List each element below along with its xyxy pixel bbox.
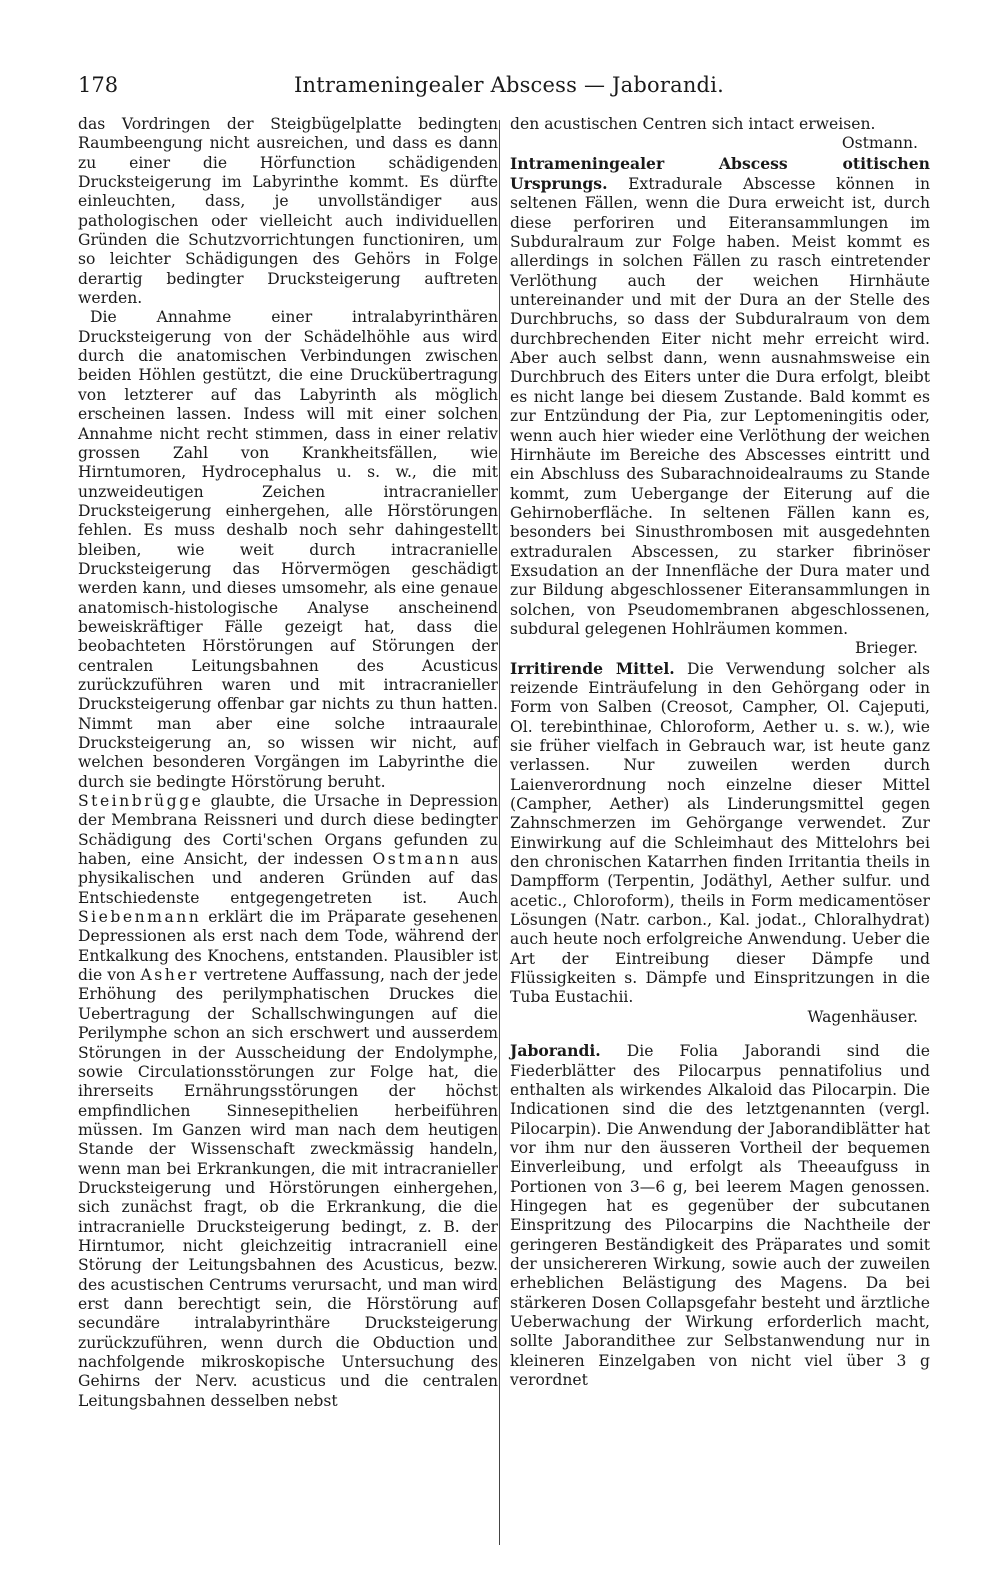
entry-title: Irritirende Mittel.	[510, 658, 675, 678]
entry-irritirende-mittel	[510, 659, 930, 1008]
paragraph-drucksteigerung: das Vordringen der Steigbügelplatte bedingten Raumbeengung nicht ausreichen, und dass es dann zu einer die Hörfunction schädigenden Drucksteigerung im Labyrinthe kommt. Es dürfte einleuchten, dass, je unvollständiger aus pathologischen oder vielleicht auch individuellen Gründen die Schutzvorrichtungen functioniren, um so leichter Schädigungen des Gehörs in Folge derartig bedingter Drucksteigerung auftreten werden.	[78, 115, 498, 308]
paragraph-continuation: den acustischen Centren sich intact erweisen.	[510, 115, 876, 133]
page-number: 178	[78, 73, 119, 97]
paragraph-annahme: Die Annahme einer intralabyrinthären Drucksteigerung von der Schädelhöhle aus wird durch die anatomischen Verbindungen zwischen beiden Höhlen gestützt, die eine Druckübertragung von letzterer auf das Labyrinth als möglich erscheinen lassen. Indess will mit einer solchen Annahme nicht recht stimmen, dass in einer relativ grossen Zahl von Krankheitsfällen, wie Hirntumoren, Hydrocephalus u. s. w., die mit unzweideutigen Zeichen intracranieller Drucksteigerung einhergehen, alle Hörstörungen fehlen. Es muss deshalb noch sehr dahingestellt bleiben, wie weit durch intracranielle Drucksteigerung das Hörvermögen geschädigt werden kann, und dieses umsomehr, als eine genaue anatomisch-histologische Analyse anscheinend beweiskräftiger Fälle gezeigt hat, dass die beobachteten Hörstörungen auf Störungen der centralen Leitungsbahnen des Acusticus zurückzuführen waren und mit intracranieller Drucksteigerung offenbar gar nichts zu thun hatten. Nimmt man aber eine solche intraaurale Drucksteigerung an, so wissen wir nicht, auf welchen besonderen Vorgängen im Labyrinthe die durch sie bedingte Hörstörung beruht.	[78, 308, 498, 791]
text-run: vertretene Auffassung, nach der jede Erhöhung des perilymphatischen Druckes die Uebertragung der Schallschwingungen auf die Perilymphe schon an sich erschwert und ausserdem Störungen in der Ausscheidung der Endolymphe, sowie Circulationsstörungen zur Folge hat, die ihrerseits Ernährungsstörungen der höchst empfindlichen Sinnesepithelien herbeiführen müssen. Im Ganzen wird man nach dem heutigen Stande der Wissenschaft zweckmässig handeln, wenn man bei Erkrankungen, die mit intracranieller Drucksteigerung und Hörstörungen einhergehen, sich zunächst fragt, ob die Erkrankung, die die intracranielle Drucksteigerung bedingt, z. B. der Hirntumor, nicht gleichzeitig intracraniell eine Störung der Leitungsbahnen des Acusticus, bezw. des acustischen Centrums verursacht, und man wird erst dann berechtigt sein, die Hörstörung auf secundäre intralabyrinthäre Drucksteigerung zurückzuführen, wenn durch die Obduction und nachfolgende mikroskopische Untersuchung des Gehirns der Nerv. acusticus und die centralen Leitungsbahnen desselben nebst	[78, 966, 498, 1410]
author-signature: Ostmann.	[841, 134, 918, 153]
entry-spacer	[510, 1027, 930, 1041]
entry-jaborandi	[510, 1041, 930, 1390]
text-run: erklärt die im Präparate gesehenen Depressionen als erst nach dem Tode, während der Entkalkung des Knochens, entstanden. Plausibler ist die von	[78, 908, 498, 985]
entry-intrameningealer-abscess	[510, 154, 930, 640]
entry-title: Jaborandi.	[510, 1041, 601, 1061]
entry-title: Intrameningealer Abscess otitischen Ursprungs.	[510, 153, 930, 194]
right-column	[510, 115, 930, 1390]
entry-text: Extradurale Abscesse können in seltenen Fällen, wenn die Dura erweicht ist, durch diese perforiren und Eiteransammlungen im Subduralraum zur Folge haben. Meist kommt es allerdings in solchen Fällen zu rasch eintretender Verlöthung auch der weichen Hirnhäute untereinander und mit der Dura an der Stelle des Durchbruchs, so dass der Subduralraum von dem durchbrechenden Eiter nicht mehr erreicht wird. Aber auch selbst dann, wenn ausnahmsweise ein Durchbruch des Eiters unter die Dura erfolgt, bleibt es nicht lange bei diesem Zustande. Bald kommt es zur Entzündung der Pia, zur Leptomeningitis oder, wenn auch hier wieder eine Verlöthung der weichen Hirnhäute im Bereiche des Abscesses eintritt und ein Abschluss des Subarachnoidealraums zu Stande kommt, zum Uebergange der Eiterung auf die Gehirnoberfläche. In seltenen Fällen kann es, besonders bei Sinusthrombosen mit ausgedehnten extraduralen Abscessen, zu starker fibrinöser Exsudation an der Innenfläche der Dura mater und zur Bildung abgeschlossener Eiteransammlungen in solchen, von Pseudomembranen abgeschlossenen, subdural gelegenen Hohlräumen kommen.	[510, 175, 930, 638]
column-divider	[499, 120, 500, 1545]
running-title: Intrameningealer Abscess — Jaborandi.	[294, 73, 724, 97]
author-name: Ostmann	[372, 850, 462, 869]
left-column	[78, 115, 498, 1411]
text-run: glaubte, die Ursache in Depression der Membrana Reissneri und durch diese bedingter Schädigung des Corti'schen Organs gefunden zu haben, eine Ansicht, der indessen	[78, 792, 498, 869]
text-run: aus physikalischen und anderen Gründen auf das Entschiedenste entgegengetreten ist. Auch	[78, 850, 498, 907]
author-name: Siebenmann	[78, 908, 202, 927]
author-signature: Brieger.	[854, 639, 918, 658]
entry-text: Die Verwendung solcher als reizende Einträufelung in den Gehörgang oder in Form von Salben (Creosot, Campher, Ol. Cajeputi, Ol. terebinthinae, Chloroform, Aether u. s. w.), wie sie früher vielfach in Gebrauch war, ist heute ganz verlassen. Nur zuweilen werden durch Laienverordnung noch einzelne dieser Mittel (Campher, Aether) als Linderungsmittel gegen Zahnschmerzen im Gehörgange verwendet. Zur Einwirkung auf die Schleimhaut des Mittelohrs bei den chronischen Katarrhen finden Irritantia theils in Dampfform (Terpentin, Jodäthyl, Aether sulfur. und acetic., Chloroform), theils in Form medicamentöser Lösungen (Natr. carbon., Kal. jodat., Chloralhydrat) auch heute noch erfolgreiche Anwendung. Ueber die Art der Eintreibung dieser Dämpfe und Flüssigkeiten s. Dämpfe und Einspritzungen in die Tuba Eustachii.	[510, 659, 930, 1007]
author-name: Steinbrügge	[78, 792, 204, 811]
author-name: Asher	[140, 966, 199, 985]
paragraph-theories	[78, 792, 498, 1411]
page-header	[78, 70, 928, 110]
entry-text: Die Folia Jaborandi sind die Fiederblätter des Pilocarpus pennatifolius und enthalten als wirkendes Alkaloid das Pilocarpin. Die Indicationen sind die des letztgenannten (vergl. Pilocarpin). Die Anwendung der Jaborandiblätter hat vor ihm nur den äusseren Vortheil der bequemen Einverleibung, und erfolgt als Theeaufguss in Portionen von 3—6 g, bei leerem Magen genossen. Hingegen hat es gegenüber der subcutanen Einspritzung des Pilocarpins die Nachtheile der geringeren Beständigkeit des Präparates und somit der unsichereren Wirkung, sowie auch der zuweilen erheblichen Belästigung des Magens. Da bei stärkeren Dosen Collapsgefahr besteht und ärztliche Ueberwachung der Wirkung erforderlich macht, sollte Jaboranditheе zur Selbstanwendung nur in kleineren Einzelgaben von nicht viel über 3 g verordnet	[510, 1042, 930, 1389]
author-signature: Wagenhäuser.	[807, 1007, 918, 1026]
